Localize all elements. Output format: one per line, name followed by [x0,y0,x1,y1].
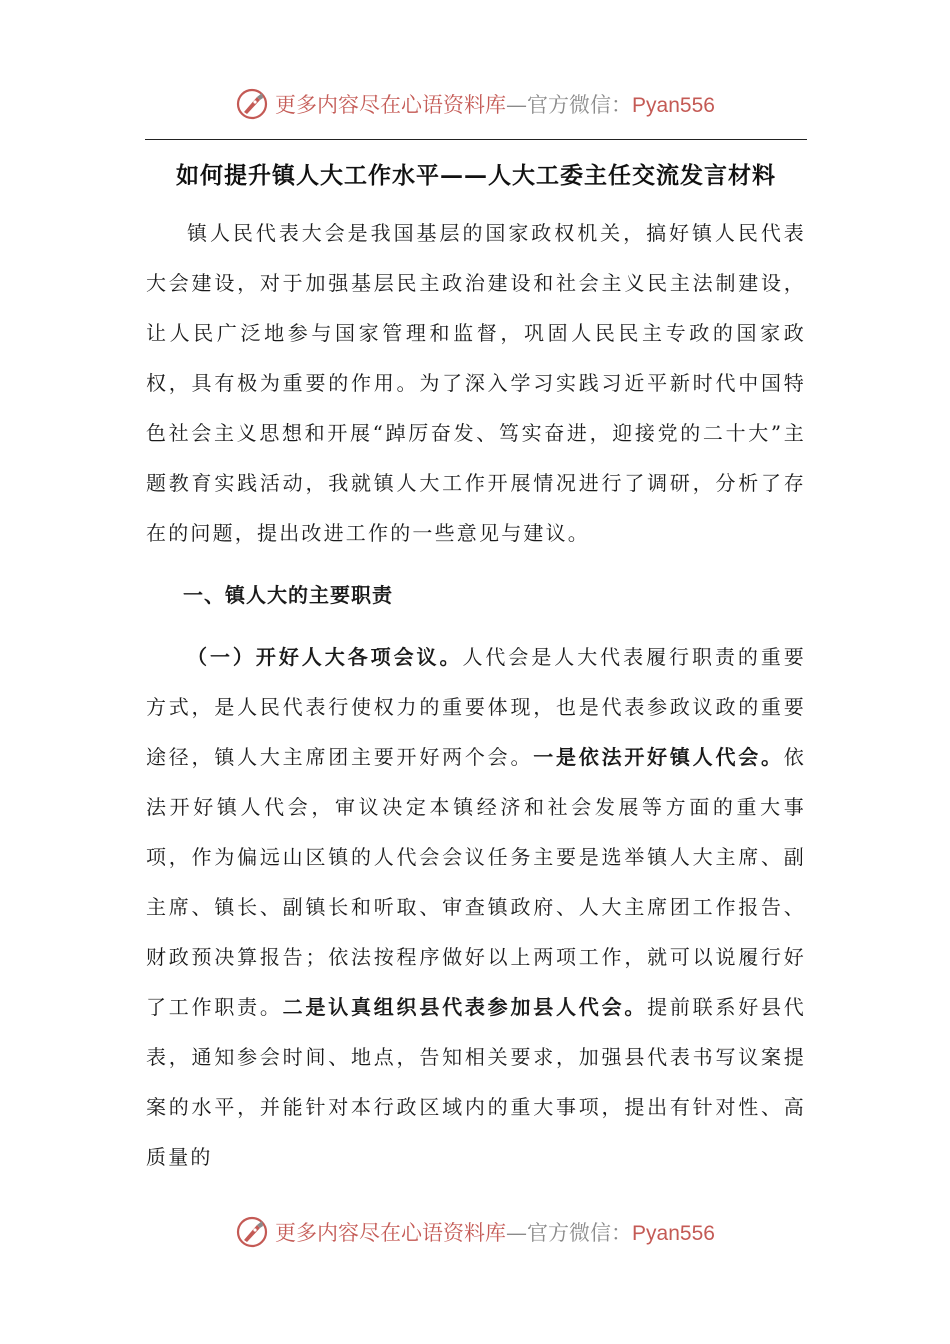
document-title: 如何提升镇人大工作水平——人大工委主任交流发言材料 [176,162,776,189]
watermark-banner-top [0,84,950,124]
intro-paragraph-text: 镇人民代表大会是我国基层的国家政权机关，搞好镇人民代表大会建设，对于加强基层民主政治建设和社会主义民主法制建设，让人民广泛地参与国家管理和监督，巩固人民民主专政的国家政权，具有极为重要的作用。为了深入学习实践习近平新时代中国特色社会主义思想和开展“踔厉奋发、笃实奋进，迎接党的二十大”主题教育实践活动，我就镇人大工作开展情况进行了调研，分析了存在的问题，提出改进工作的一些意见与建议。 [146,221,806,545]
watermark-text [275,89,715,119]
point-one-heading: 一是依法开好镇人代会。 [533,745,784,769]
point-two-heading: 二是认真组织县代表参加县人代会。 [282,995,648,1019]
paragraph-text-1: 人代会是人大代表履行职责的重要方式，是人民代表行使权力的重要体现，也是代表参政议政的重要途径，镇人大主席团主要开好两个会。 [146,645,807,769]
paragraph-text-2: 依法开好镇人代会，审议决定本镇经济和社会发展等方面的重大事项，作为偏远山区镇的人代会会议任务主要是选举镇人大主席、副主席、镇长、副镇长和听取、审查镇政府、人大主席团工作报告、财政预决算报告；依法按程序做好以上两项工作，就可以说履行好了工作职责。 [146,745,806,1019]
watermark-official-label: 官方微信： [527,93,633,117]
paragraph-text-3: 提前联系好县代表，通知参会时间、地点，告知相关要求，加强县代表书写议案提案的水平，并能针对本行政区域内的重大事项，提出有针对性、高质量的 [146,995,806,1169]
pen-nib-logo-icon [235,87,269,121]
intro-paragraph [146,208,806,558]
watermark-prefix-bottom: 更多内容尽在心语资料库 [275,1221,507,1245]
pen-nib-logo-icon [235,1215,269,1249]
header-divider [145,139,807,140]
subheading-lead: （一）开好人大各项会议。 [187,645,463,669]
watermark-dash-bottom: — [506,1221,528,1245]
watermark-official-label-bottom: 官方微信： [527,1221,633,1245]
watermark-wechat-id: Pyan556 [632,94,715,117]
section-heading: 一、镇人大的主要职责 [183,583,393,607]
watermark-prefix: 更多内容尽在心语资料库 [275,93,507,117]
section1-paragraph [146,632,806,1182]
watermark-dash: — [506,93,528,117]
watermark-wechat-id-bottom: Pyan556 [632,1222,715,1245]
section1-paragraph-text [146,632,806,1182]
watermark-text-bottom [275,1217,715,1247]
watermark-banner-bottom [0,1212,950,1252]
